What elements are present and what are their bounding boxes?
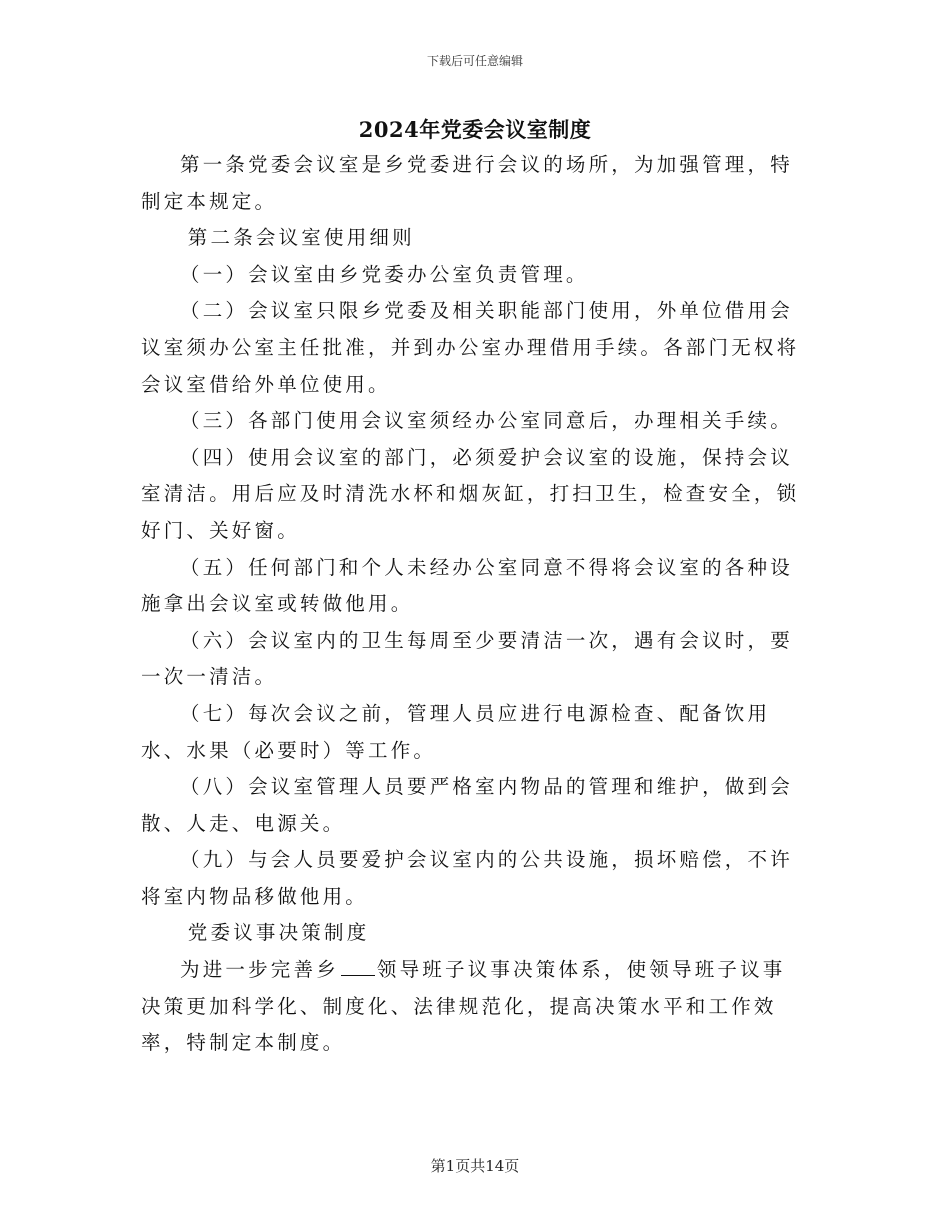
paragraph-item-5: （五）任何部门和个人未经办公室同意不得将会议室的各种设施拿出会议室或转做他用。: [141, 555, 793, 616]
intro-text-rest: 领导班子议事决策体系，使领导班子议事决策更加科学化、制度化、法律规范化，提高决策水平和工作效率，特制定本制度。: [141, 958, 786, 1055]
paragraph-item-9: （九）与会人员要爱护会议室内的公共设施，损坏赔偿，不许将室内物品移做他用。: [141, 848, 793, 908]
paragraph-item-4: （四）使用会议室的部门，必须爱护会议室的设施，保持会议室清洁。用后应及时清洗水杯和烟灰缸，打扫卫生，检查安全，锁好门、关好窗。: [141, 445, 800, 542]
page-footer: 第1页共14页: [430, 1157, 520, 1175]
paragraph-item-8: （八）会议室管理人员要严格室内物品的管理和维护，做到会散、人走、电源关。: [141, 775, 793, 835]
blank-underline: [341, 957, 375, 976]
section-heading-decision-system: 党委议事决策制度: [187, 921, 370, 945]
paragraph-item-7: （七）每次会议之前，管理人员应进行电源检查、配备饮用水、水果（必要时）等工作。: [141, 701, 771, 762]
paragraph-item-3: （三）各部门使用会议室须经办公室同意后，办理相关手续。: [180, 409, 793, 433]
intro-text-start: 为进一步完善乡: [180, 958, 339, 982]
header-note: 下载后可任意编辑: [426, 54, 523, 68]
paragraph-item-1: （一）会议室由乡党委办公室负责管理。: [180, 262, 589, 286]
paragraph-item-2: （二）会议室只限乡党委及相关职能部门使用，外单位借用会议室须办公室主任批准，并到办公室办理借用手续。各部门无权将会议室借给外单位使用。: [141, 299, 800, 396]
paragraph-item-6: （六）会议室内的卫生每周至少要清洁一次，遇有会议时，要一次一清洁。: [141, 628, 793, 689]
document-title: 2024年党委会议室制度: [358, 117, 592, 142]
paragraph-article-2-heading: 第二条会议室使用细则: [187, 226, 415, 250]
document-body: [141, 147, 801, 1062]
paragraph-article-1: 第一条党委会议室是乡党委进行会议的场所，为加强管理，特制定本规定。: [141, 153, 793, 213]
paragraph-decision-intro: [141, 952, 801, 1062]
